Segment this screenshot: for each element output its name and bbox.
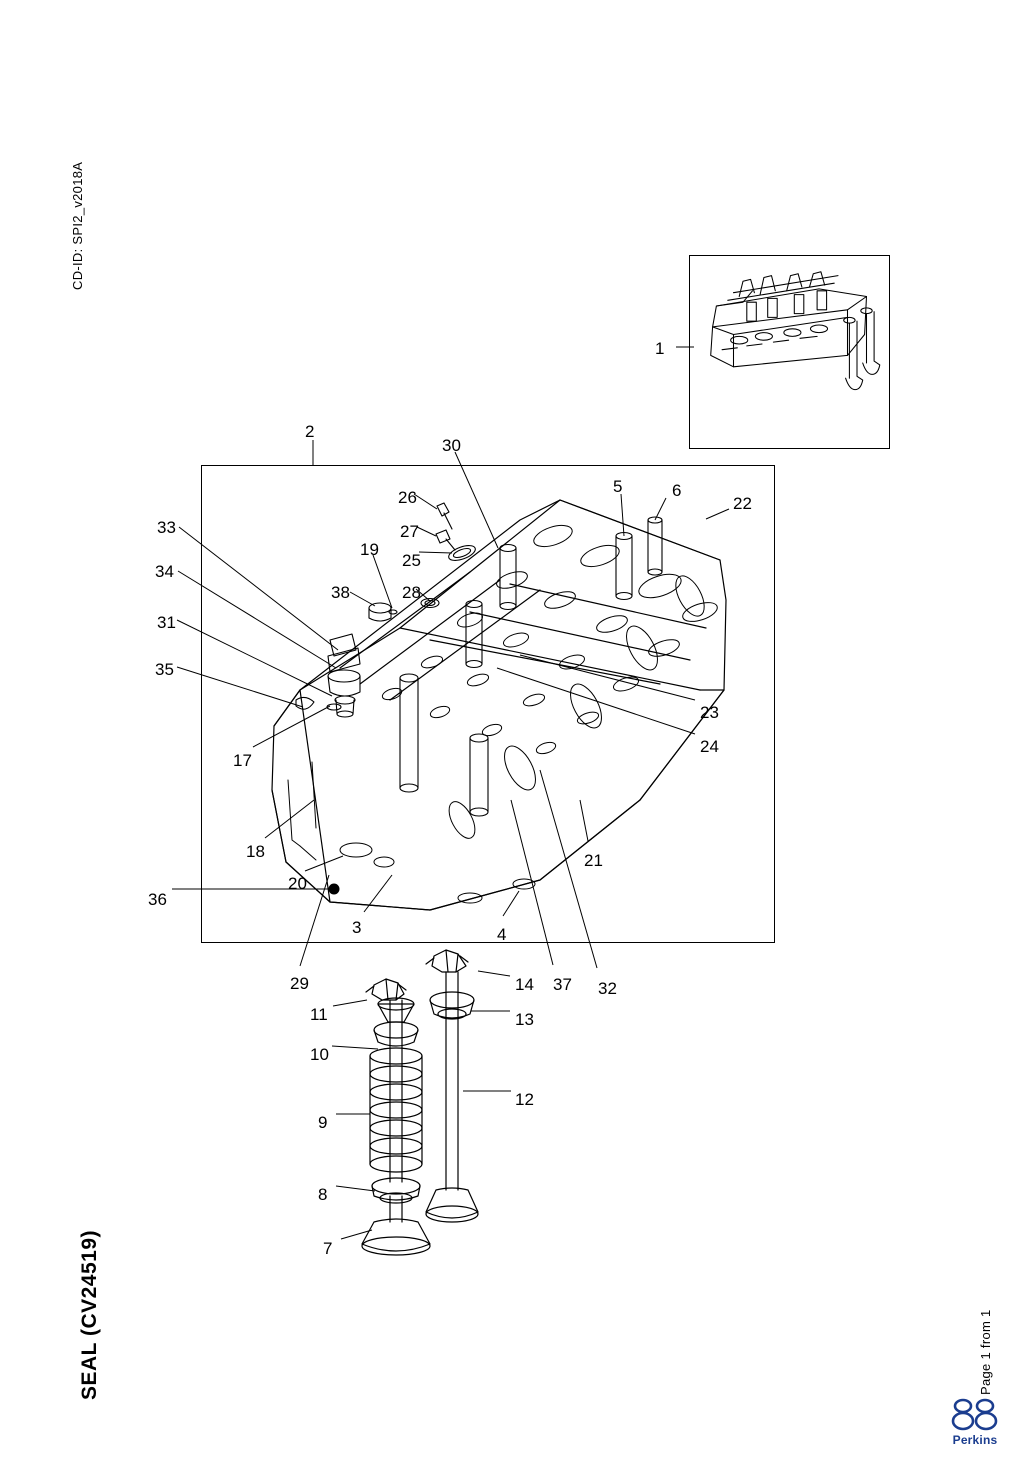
callout-number-2: 2 [305,422,315,441]
callout-number-23: 23 [700,703,719,722]
page-title: SEAL (CV24519) [78,1229,101,1400]
callout-number-13: 13 [515,1010,534,1029]
assembly-overview-panel [689,255,890,449]
leader-line-11 [333,1000,367,1006]
callout-number-25: 25 [402,551,421,570]
callout-number-5: 5 [613,477,623,496]
callout-number-37: 37 [553,975,572,994]
cd-id-label: CD-ID: SPI2_v2018A [70,161,85,290]
callout-number-4: 4 [497,925,507,944]
leader-line-7 [341,1230,372,1239]
callout-number-3: 3 [352,918,362,937]
callout-number-21: 21 [584,851,603,870]
callout-number-24: 24 [700,737,719,756]
leader-line-8 [336,1186,375,1191]
callout-number-32: 32 [598,979,617,998]
callout-number-20: 20 [288,874,307,893]
callout-number-38: 38 [331,583,350,602]
callout-number-35: 35 [155,660,174,679]
leader-line-10 [332,1046,378,1049]
brand-name: Perkins [952,1433,998,1447]
callout-number-26: 26 [398,488,417,507]
callout-number-14: 14 [515,975,534,994]
callout-number-18: 18 [246,842,265,861]
callout-number-19: 19 [360,540,379,559]
cylinder-head-detail-panel [201,465,775,943]
callout-number-29: 29 [290,974,309,993]
callout-number-1: 1 [655,339,665,358]
leader-line-14 [478,971,510,976]
callout-number-8: 8 [318,1185,328,1204]
callout-number-9: 9 [318,1113,328,1132]
callout-number-7: 7 [323,1239,333,1258]
callout-number-28: 28 [402,583,421,602]
callout-number-36: 36 [148,890,167,909]
callout-number-17: 17 [233,751,252,770]
page-count-label: Page 1 from 1 [978,1309,993,1395]
callout-number-30: 30 [442,436,461,455]
callout-number-12: 12 [515,1090,534,1109]
callout-number-22: 22 [733,494,752,513]
callout-number-6: 6 [672,481,682,500]
callout-number-31: 31 [157,613,176,632]
callout-number-34: 34 [155,562,174,581]
callout-number-10: 10 [310,1045,329,1064]
perkins-logo-icon [947,1397,1003,1431]
callout-number-33: 33 [157,518,176,537]
callout-number-11: 11 [310,1005,328,1024]
brand-logo [939,1397,1011,1447]
callout-number-27: 27 [400,522,419,541]
